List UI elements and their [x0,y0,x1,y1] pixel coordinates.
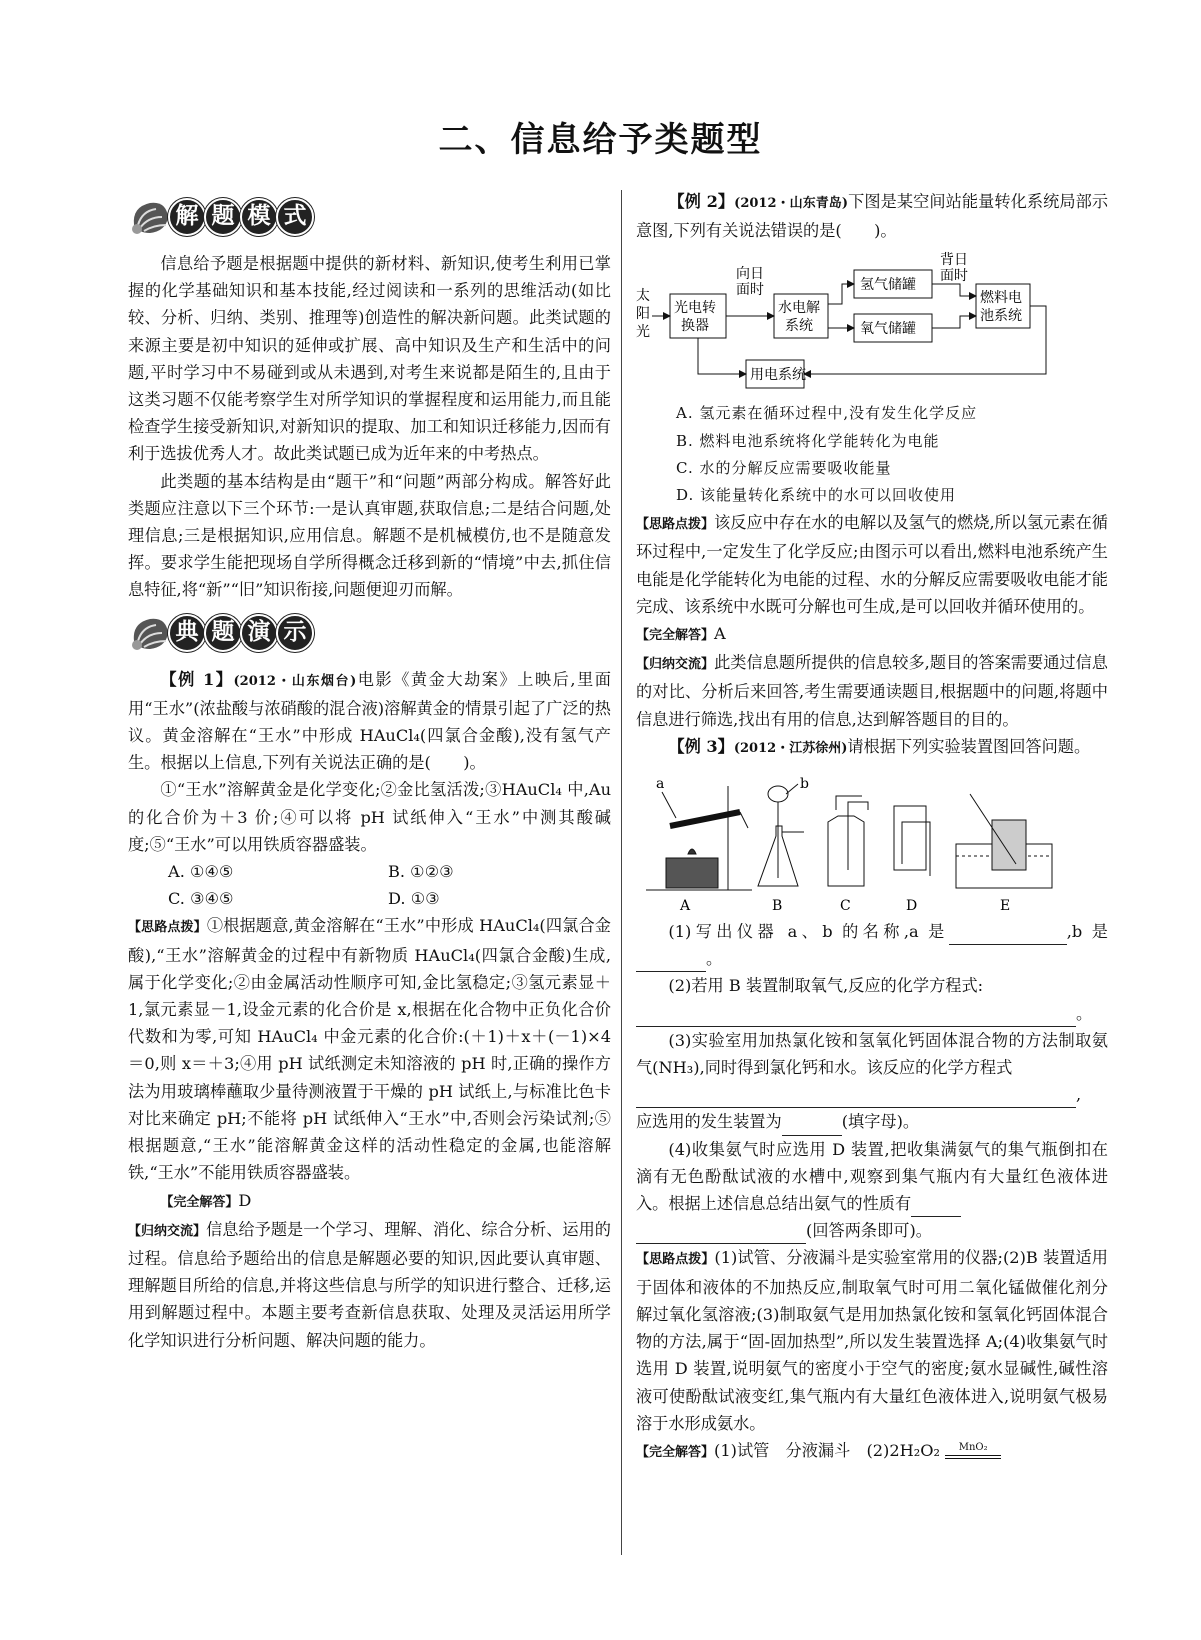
sun-label [636,287,650,340]
catalyst-text: MnO₂ [958,1442,988,1454]
q3b-end: (填字母)。 [841,1112,920,1132]
apparatus-b [758,786,804,886]
label-c: C [840,898,851,915]
section-heading-method [128,188,611,246]
heading-char: 题 [204,614,242,652]
summary-tag: 【归纳交流】 [128,1223,207,1239]
electrolysis-text: 系统 [785,318,813,335]
example-3-q4-line [636,1217,1108,1244]
method-paragraph-2: 此类题的基本结构是由“题干”和“问题”两部分构成。解答好此类题应注意以下三个环节:一是认真审题,获取信息;二是结合问题,处理信息;三是根据知识,应用信息。解题不是机械模仿,也不是随意发挥。要求学生能把现场自学所得概念迁移到新的“情境”中去,抓住信息特征,将“新”“旧”知识衔接,问题便迎刃而解。 [128,471,611,600]
left-column [128,188,611,1354]
example-3-label: 【例 3】 [668,736,734,756]
answer-blank[interactable] [636,1008,1076,1027]
column-divider [621,190,622,1555]
q4-end: (回答两条即可)。 [806,1221,932,1241]
option-b: B. ①②③ [388,862,454,882]
o2-text: 氧气储罐 [860,321,916,338]
answer-text: D [238,1190,252,1210]
apparatus-d [894,806,930,876]
example-3-answer [636,1437,1108,1466]
apparatus-e [956,794,1052,888]
marker-a: a [656,776,665,793]
answer-blank[interactable] [782,1117,842,1136]
equals-sign [945,1455,1001,1459]
example-3-source: (2012・江苏徐州) [733,740,848,756]
option-c: C. ③④⑤ [168,889,234,909]
option-d: D. ①③ [388,889,440,909]
label-e: E [1000,898,1011,915]
load-text: 用电系统 [750,367,806,384]
answer-tag: 【完全解答】 [636,628,715,644]
example-2-summary [636,649,1108,733]
example-3-stem [636,733,1108,762]
label-d: D [906,898,918,915]
fuelcell-text: 池系统 [980,308,1022,325]
sunside-text: 面时 [736,282,764,299]
heading-char: 题 [204,198,242,236]
option-a: A. ①④⑤ [168,862,234,882]
hint-tag: 【思路点拨】 [128,920,207,936]
heading-char: 模 [240,198,278,236]
example-1-source: (2012・山东烟台) [233,673,357,689]
heading-char: 示 [276,614,314,652]
answer-blank[interactable] [636,953,706,972]
example-1-summary [128,1216,611,1354]
example-1-options-row-2 [128,885,611,912]
answer-tag: 【完全解答】 [160,1194,239,1210]
apparatus-a [646,786,752,890]
example-3-q1 [636,918,1108,972]
electrolysis-text: 水电解 [778,300,820,317]
heading-char: 解 [168,198,206,236]
marker-b: b [800,776,809,793]
example-2-label: 【例 2】 [668,192,735,211]
shell-icon [128,611,172,655]
example-2-hint [636,509,1108,620]
label-a: A [680,898,691,915]
fuelcell-text: 燃料电 [980,290,1022,307]
example-3-q4 [636,1136,1108,1218]
answer-blank[interactable] [911,1198,961,1217]
example-2-stem [636,188,1108,244]
hint-text: (1)试管、分液漏斗是实验室常用的仪器;(2)B 装置适用于固体和液体的不加热反应,制取氧气时可用二氧化锰做催化剂分解过氧化氢溶液;(3)制取氨气是用加热氯化铵和氢氧化钙固体混合物的方法,属于“固-固加热型”,所以发生装置选择 A;(4)收集氨气时选用 D 装置,说明氨气的密度小于空气的密度;氨水显碱性,碱性溶液可使酚酞试液变红,集气瓶内有大量红色液体进入,说明氨气极易溶于水形成氨水。 [636,1248,1108,1433]
hint-tag: 【思路点拨】 [636,1252,715,1268]
example-2-option-a: A. 氢元素在循环过程中,没有发生化学反应 [676,404,978,423]
example-2-source: (2012・山东青岛) [734,196,849,211]
example-3-q2-line [636,1000,1108,1027]
heading-char: 式 [276,198,314,236]
example-2-text: 下图是某空间站能量转化系统局部示意图,下列有关说法错误的是( )。 [636,192,1109,241]
section-heading-examples [128,604,611,662]
darkside-text: 面时 [940,268,968,285]
example-2-option-d: D. 该能量转化系统中的水可以回收使用 [676,486,957,505]
sun-char: 阳 [636,306,650,323]
answer-text: (1)试管 分液漏斗 (2)2H₂O₂ [714,1440,941,1460]
example-3-q2: (2)若用 B 装置制取氧气,反应的化学方程式: [668,976,984,996]
example-3-q3: (3)实验室用加热氯化铵和氢氧化钙固体混合物的方法制取氨气(NH₃),同时得到氯化钙和水。该反应的化学方程式 [636,1030,1108,1078]
page-title: 二、信息给予类题型 [438,120,763,160]
apparatus-c [828,796,868,886]
hint-text: 该反应中存在水的电解以及氢气的燃烧,所以氢元素在循环过程中,一定发生了化学反应;由图示可以看出,燃料电池系统产生电能是化学能转化为电能的过程、水的分解反应需要吸收电能才能完成、该系统中水既可分解也可生成,是可以回收并循环使用的。 [636,513,1108,616]
darkside-text: 背日 [940,252,968,269]
example-1-hint [128,912,611,1186]
example-1-options-row-1 [128,858,611,885]
converter-text: 光电转 [674,300,716,317]
q1-end: 。 [706,949,723,969]
example-3-q3b [636,1108,1108,1135]
lab-apparatus-diagram [636,766,1108,916]
summary-tag: 【归纳交流】 [636,657,715,673]
example-1-statements: ①“王水”溶解黄金是化学变化;②金比氢活泼;③HAuCl₄ 中,Au 的化合价为＋3 价;④可以将 pH 试纸伸入“王水”中测其酸碱度;⑤“王水”可以用铁质容器盛装。 [128,780,611,854]
answer-blank[interactable] [636,1089,1076,1108]
q1-mid: ,b 是 [1066,922,1108,942]
example-1-label: 【例 1】 [160,669,234,689]
hint-text: ①根据题意,黄金溶解在“王水”中形成 HAuCl₄(四氯合金酸),“王水”溶解黄金的过程中有新物质 HAuCl₄(四氯合金酸)生成,属于化学变化;②由金属活动性顺序可知,金比氢稳定;③氢元素显＋1,氯元素显－1,设金元素的化合价是 x,根据在化合物中正负化合价代数和为零,可知 HAuCl₄ 中金元素的化合价:(＋1)＋x＋(－1)×4＝0,则 x＝＋3;④用 pH 试纸测定未知溶液的 pH 时,正确的操作方法为用玻璃棒蘸取少量待测液置于干燥的 pH 试纸上,与标准比色卡对比来确定 pH;不能将 pH 试纸伸入“王水”中,否则会污染试剂;⑤根据题意,“王水”能溶解黄金这样的活动性稳定的金属,也能溶解铁,“王水”不能用铁质容器盛装。 [128,916,611,1183]
example-2-option-b: B. 燃料电池系统将化学能转化为电能 [676,431,940,450]
summary-text: 此类信息题所提供的信息较多,题目的答案需要通过信息的对比、分析后来回答,考生需要通读题目,根据题中的问题,将题中信息进行筛选,找出有用的信息,达到解答题目的目的。 [636,653,1108,729]
catalyst-arrow [945,1443,1001,1459]
example-3-text: 请根据下列实验装置图回答问题。 [847,736,1091,756]
heading-char: 典 [168,614,206,652]
heading-char: 演 [240,614,278,652]
example-2-answer [636,620,1108,649]
sun-char: 光 [636,324,650,341]
h2-text: 氢气储罐 [860,277,916,294]
example-1-stem [128,666,611,777]
example-1-text: 电影《黄金大劫案》上映后,里面用“王水”(浓盐酸与浓硝酸的混合液)溶解黄金的情景引起了广泛的热议。黄金溶解在“王水”中形成 HAuCl₄(四氯合金酸),没有氢气产生。根据以上信息,下列有关说法正确的是( )。 [128,669,611,773]
example-1-answer [128,1187,611,1216]
example-2-option-c: C. 水的分解反应需要吸收能量 [676,458,892,477]
method-paragraph-1: 信息给予题是根据题中提供的新材料、新知识,使考生利用已掌握的化学基础知识和基本技能,经过阅读和一系列的思维活动(如比较、分析、归纳、类别、推理等)创造性的解决新问题。此类试题的来源主要是初中知识的延伸或扩展、高中知识及生产和生活中的问题,平时学习中不易碰到或从未遇到,对考生来说都是陌生的,且由于这类习题不仅能考察学生对所学知识的掌握程度和运用能力,而且能检查学生接受新知识,对新知识的提取、加工和知识迁移能力,因而有利于选拔优秀人才。故此类试题已成为近年来的中考热点。 [128,254,611,464]
hint-tag: 【思路点拨】 [636,517,715,533]
converter-text: 换器 [681,318,709,335]
q3b-text: 应选用的发生装置为 [636,1112,782,1132]
answer-blank[interactable] [949,926,1067,945]
answer-blank[interactable] [636,1225,806,1244]
example-3-q3-line [636,1081,1108,1108]
right-column [636,188,1108,1466]
summary-text: 信息给予题是一个学习、理解、消化、综合分析、运用的过程。信息给予题给出的信息是解题必要的知识,因此要认真审题、理解题目所给的信息,并将这些信息与所学的知识进行整合、迁移,运用到解题过程中。本题主要考查新信息获取、处理及灵活运用所学化学知识进行分析问题、解决问题的能力。 [128,1219,611,1350]
answer-tag: 【完全解答】 [636,1444,715,1460]
sun-char: 太 [636,288,650,305]
q2-end: 。 [1076,1003,1093,1023]
q4-text: (4)收集氨气时应选用 D 装置,把收集满氨气的集气瓶倒扣在滴有无色酚酞试液的水槽中,观察到集气瓶内有大量红色液体进入。根据上述信息总结出氨气的性质有 [636,1139,1108,1214]
example-3-hint [636,1244,1108,1436]
shell-icon [128,195,172,239]
energy-system-diagram [636,248,1108,398]
q3-end: , [1076,1085,1082,1105]
label-b: B [772,898,783,915]
sunside-text: 向日 [736,266,764,283]
answer-text: A [714,624,726,644]
q1-text: (1)写出仪器 a、b 的名称,a 是 [668,922,949,942]
